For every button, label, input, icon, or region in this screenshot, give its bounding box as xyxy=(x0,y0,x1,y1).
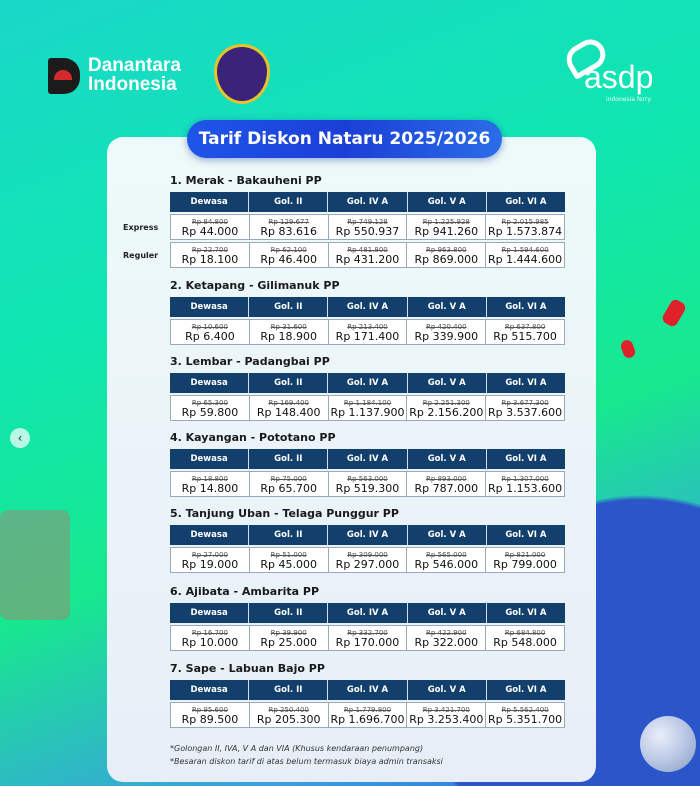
fare-cell xyxy=(171,626,250,650)
route-title: 6. Ajibata - Ambarita PP xyxy=(170,585,320,598)
ribbon-decoration xyxy=(661,298,688,329)
discount-price: Rp 10.000 xyxy=(181,636,239,649)
discount-price: Rp 515.700 xyxy=(493,330,557,343)
column-header: Gol. VI A xyxy=(505,608,547,618)
fare-cell xyxy=(250,703,329,727)
discount-price: Rp 869.000 xyxy=(414,253,479,266)
discount-price: Rp 25.000 xyxy=(260,636,317,649)
column-header: Gol. II xyxy=(249,192,328,212)
route-title: 1. Merak - Bakauheni PP xyxy=(170,174,322,187)
fare-cell xyxy=(329,396,408,420)
original-price: Rp 169.400 xyxy=(268,399,309,407)
column-header: Dewasa xyxy=(170,297,249,317)
discount-price: Rp 89.500 xyxy=(181,713,239,726)
discount-price: Rp 45.000 xyxy=(260,558,317,571)
column-header: Gol. VI A xyxy=(505,530,547,540)
column-header: Gol. V A xyxy=(408,297,487,317)
column-header: Gol. IV A xyxy=(328,525,407,545)
discount-price: Rp 6.400 xyxy=(185,330,235,343)
column-header: Gol. II xyxy=(249,525,328,545)
discount-price: Rp 339.900 xyxy=(414,330,479,343)
column-header: Gol. IV A xyxy=(328,373,407,393)
column-header: Gol. VI A xyxy=(505,378,547,388)
discount-price: Rp 5.351.700 xyxy=(488,713,563,726)
fare-cell xyxy=(171,215,250,239)
fare-cell xyxy=(329,703,408,727)
fare-cell xyxy=(171,548,250,572)
discount-price: Rp 546.000 xyxy=(414,558,479,571)
fare-cell xyxy=(171,243,250,267)
asdp-logo-text: asdp xyxy=(584,59,654,95)
original-price: Rp 5.562.400 xyxy=(501,706,549,714)
column-header: Gol. II xyxy=(249,297,328,317)
discount-price: Rp 787.000 xyxy=(414,482,479,495)
original-price: Rp 893.000 xyxy=(426,475,467,483)
column-header: Gol. II xyxy=(249,603,328,623)
fare-table xyxy=(170,680,565,728)
fare-cell xyxy=(250,215,329,239)
danantara-logo-text: Danantara Indonesia xyxy=(88,55,181,95)
fare-cell xyxy=(407,703,486,727)
column-header: Dewasa xyxy=(170,449,249,469)
column-header: Gol. V A xyxy=(408,680,487,700)
fare-cell xyxy=(407,626,486,650)
fare-cell xyxy=(171,472,250,496)
chevron-left-icon[interactable]: ‹ xyxy=(10,428,30,448)
page-title: Tarif Diskon Nataru 2025/2026 xyxy=(187,120,502,158)
column-header: Gol. VI A xyxy=(505,454,547,464)
discount-price: Rp 1.137.900 xyxy=(330,406,405,419)
original-price: Rp 27.000 xyxy=(191,551,228,559)
discount-price: Rp 1.696.700 xyxy=(330,713,405,726)
column-header: Gol. VI A xyxy=(505,197,547,207)
discount-price: Rp 46.400 xyxy=(260,253,317,266)
discount-price: Rp 2.156.200 xyxy=(409,406,484,419)
original-price: Rp 1.307.000 xyxy=(501,475,549,483)
fare-cell xyxy=(250,396,329,420)
original-price: Rp 213.400 xyxy=(347,323,388,331)
column-header: Dewasa xyxy=(170,525,249,545)
danantara-logo-mark xyxy=(48,58,80,94)
discount-price: Rp 322.000 xyxy=(414,636,479,649)
table-row xyxy=(170,395,565,421)
discount-price: Rp 170.000 xyxy=(335,636,400,649)
fare-cell xyxy=(171,320,250,344)
discount-price: Rp 18.900 xyxy=(260,330,317,343)
fare-cell xyxy=(407,472,486,496)
original-price: Rp 16.700 xyxy=(191,629,228,637)
fare-cell xyxy=(250,626,329,650)
table-header-row xyxy=(170,680,565,700)
discount-price: Rp 1.444.600 xyxy=(488,253,563,266)
column-header: Gol. V A xyxy=(408,192,487,212)
asdp-logo-subtext: indonesia ferry xyxy=(606,96,652,103)
original-price: Rp 1.184.100 xyxy=(343,399,392,407)
discount-price: Rp 44.000 xyxy=(181,225,239,238)
fare-cell xyxy=(407,396,486,420)
original-price: Rp 10.600 xyxy=(191,323,228,331)
fare-cell xyxy=(250,472,329,496)
route-title: 7. Sape - Labuan Bajo PP xyxy=(170,662,325,675)
original-price: Rp 821.000 xyxy=(504,551,546,559)
discount-price: Rp 59.800 xyxy=(181,406,239,419)
original-price: Rp 129.677 xyxy=(268,218,309,226)
fare-cell xyxy=(486,243,564,267)
fare-table xyxy=(170,525,565,573)
footnote: *Golongan II, IVA, V A dan VIA (Khusus kendaraan penumpang) xyxy=(170,744,424,753)
route-title: 5. Tanjung Uban - Telaga Punggur PP xyxy=(170,507,399,520)
discount-price: Rp 941.260 xyxy=(414,225,479,238)
discount-price: Rp 1.573.874 xyxy=(488,225,563,238)
ministry-seal-logo xyxy=(214,44,270,104)
table-row xyxy=(170,625,565,651)
fare-cell xyxy=(250,243,329,267)
discount-price: Rp 550.937 xyxy=(335,225,400,238)
fare-cell xyxy=(171,396,250,420)
column-header: Gol. V A xyxy=(408,603,487,623)
column-header: Gol. IV A xyxy=(328,680,407,700)
column-header: Gol. VI A xyxy=(505,302,547,312)
original-price: Rp 2.015.985 xyxy=(501,218,549,226)
original-price: Rp 684.800 xyxy=(504,629,546,637)
table-row xyxy=(170,214,565,240)
column-header: Gol. IV A xyxy=(328,192,407,212)
fare-cell xyxy=(486,320,564,344)
table-header-row xyxy=(170,297,565,317)
fare-cell xyxy=(486,472,564,496)
discount-price: Rp 19.000 xyxy=(181,558,239,571)
discount-price: Rp 1.153.600 xyxy=(488,482,563,495)
column-header: Gol. V A xyxy=(408,525,487,545)
original-price: Rp 309.000 xyxy=(347,551,388,559)
original-price: Rp 637.800 xyxy=(504,323,546,331)
route-title: 2. Ketapang - Gilimanuk PP xyxy=(170,279,340,292)
original-price: Rp 2.251.300 xyxy=(422,399,470,407)
fare-cell xyxy=(486,396,564,420)
original-price: Rp 332.700 xyxy=(347,629,388,637)
discount-price: Rp 65.700 xyxy=(260,482,317,495)
service-type-label: Express xyxy=(123,223,159,232)
column-header: Gol. IV A xyxy=(328,297,407,317)
ornament-decoration xyxy=(640,716,696,772)
original-price: Rp 481.800 xyxy=(347,246,388,254)
fare-cell xyxy=(250,548,329,572)
table-row xyxy=(170,319,565,345)
fare-cell xyxy=(329,626,408,650)
original-price: Rp 563.000 xyxy=(347,475,388,483)
discount-price: Rp 3.537.600 xyxy=(488,406,563,419)
table-header-row xyxy=(170,449,565,469)
original-price: Rp 1.225.928 xyxy=(422,218,470,226)
table-row xyxy=(170,471,565,497)
fare-cell xyxy=(329,243,408,267)
original-price: Rp 51.000 xyxy=(270,551,307,559)
fare-cell xyxy=(407,215,486,239)
table-header-row xyxy=(170,373,565,393)
discount-price: Rp 14.800 xyxy=(181,482,239,495)
fare-cell xyxy=(486,626,564,650)
table-row xyxy=(170,242,565,268)
fare-table xyxy=(170,603,565,651)
original-price: Rp 31.600 xyxy=(270,323,307,331)
discount-price: Rp 3.253.400 xyxy=(409,713,484,726)
discount-price: Rp 548.000 xyxy=(493,636,557,649)
column-header: Gol. VI A xyxy=(505,685,547,695)
original-price: Rp 963.800 xyxy=(426,246,467,254)
column-header: Gol. II xyxy=(249,373,328,393)
original-price: Rp 250.400 xyxy=(268,706,309,714)
fare-cell xyxy=(486,215,564,239)
fare-cell xyxy=(329,215,408,239)
table-header-row xyxy=(170,603,565,623)
discount-price: Rp 799.000 xyxy=(493,558,557,571)
fare-table xyxy=(170,449,565,497)
fare-cell xyxy=(329,472,408,496)
column-header: Gol. II xyxy=(249,680,328,700)
discount-price: Rp 83.616 xyxy=(260,225,317,238)
original-price: Rp 1.779.800 xyxy=(343,706,392,714)
discount-price: Rp 18.100 xyxy=(181,253,239,266)
column-header: Gol. II xyxy=(249,449,328,469)
original-price: Rp 1.594.600 xyxy=(501,246,549,254)
original-price: Rp 65.300 xyxy=(191,399,228,407)
original-price: Rp 18.800 xyxy=(191,475,228,483)
discount-price: Rp 171.400 xyxy=(335,330,400,343)
original-price: Rp 75.000 xyxy=(270,475,307,483)
fare-cell xyxy=(329,548,408,572)
column-header: Dewasa xyxy=(170,192,249,212)
column-header: Gol. IV A xyxy=(328,603,407,623)
column-header: Gol. IV A xyxy=(328,449,407,469)
route-title: 3. Lembar - Padangbai PP xyxy=(170,355,330,368)
discount-price: Rp 148.400 xyxy=(256,406,321,419)
fare-table xyxy=(170,297,565,345)
fare-cell xyxy=(171,703,250,727)
column-header: Gol. V A xyxy=(408,373,487,393)
fare-cell xyxy=(486,548,564,572)
fare-cell xyxy=(486,703,564,727)
original-price: Rp 422.900 xyxy=(426,629,467,637)
original-price: Rp 420.400 xyxy=(426,323,467,331)
fare-cell xyxy=(407,243,486,267)
route-title: 4. Kayangan - Pototano PP xyxy=(170,431,336,444)
original-price: Rp 22.700 xyxy=(191,246,228,254)
fare-cell xyxy=(407,320,486,344)
original-price: Rp 749.128 xyxy=(347,218,388,226)
original-price: Rp 95.600 xyxy=(191,706,228,714)
table-row xyxy=(170,702,565,728)
discount-price: Rp 205.300 xyxy=(256,713,321,726)
gift-decoration xyxy=(0,510,70,620)
discount-price: Rp 297.000 xyxy=(335,558,400,571)
table-header-row xyxy=(170,192,565,212)
discount-price: Rp 431.200 xyxy=(335,253,400,266)
table-row xyxy=(170,547,565,573)
original-price: Rp 62.100 xyxy=(270,246,307,254)
original-price: Rp 39.900 xyxy=(270,629,307,637)
fare-cell xyxy=(407,548,486,572)
fare-table xyxy=(170,192,565,268)
column-header: Gol. V A xyxy=(408,449,487,469)
footnote: *Besaran diskon tarif di atas belum termasuk biaya admin transaksi xyxy=(170,757,443,766)
column-header: Dewasa xyxy=(170,680,249,700)
original-price: Rp 3.677.300 xyxy=(501,399,549,407)
fare-cell xyxy=(250,320,329,344)
original-price: Rp 3.421.700 xyxy=(422,706,470,714)
fare-cell xyxy=(329,320,408,344)
column-header: Dewasa xyxy=(170,373,249,393)
table-header-row xyxy=(170,525,565,545)
service-type-label: Reguler xyxy=(123,251,159,260)
column-header: Dewasa xyxy=(170,603,249,623)
fare-table xyxy=(170,373,565,421)
original-price: Rp 565.000 xyxy=(426,551,467,559)
discount-price: Rp 519.300 xyxy=(335,482,400,495)
ribbon-decoration xyxy=(619,338,636,359)
original-price: Rp 84.800 xyxy=(191,218,228,226)
